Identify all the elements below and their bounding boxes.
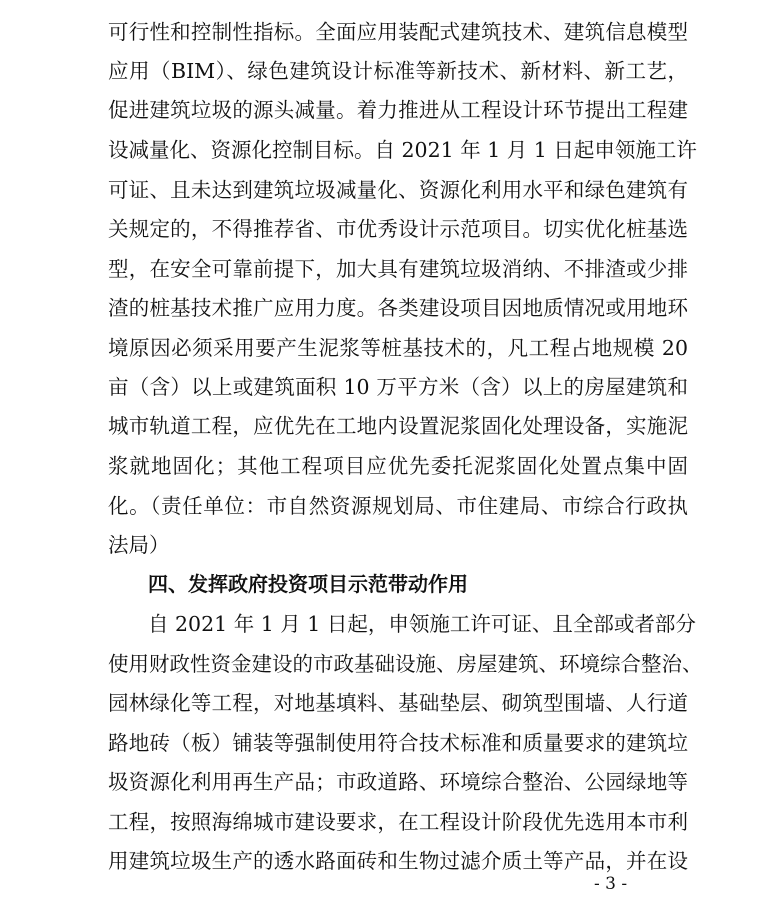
body-line-13: 化。（责任单位：市自然资源规划局、市住建局、市综合行政执 [108,494,688,518]
body-line-5: 可证、且未达到建筑垃圾减量化、资源化利用水平和绿色建筑有 [108,178,688,202]
body-line-8: 渣的桩基技术推广应用力度。各类建设项目因地质情况或用地环 [108,296,688,320]
section-line-3: 园林绿化等工程，对地基填料、基础垫层、砌筑型围墙、人行道 [108,691,688,715]
section-line-1: 自 2021 年 1 月 1 日起，申领施工许可证、且全部或者部分 [148,612,696,636]
page-number: - 3 - [594,874,628,894]
body-line-10: 亩（含）以上或建筑面积 10 万平方米（含）以上的房屋建筑和 [108,375,688,399]
body-line-1: 可行性和控制性指标。全面应用装配式建筑技术、建筑信息模型 [108,20,688,44]
body-line-4: 设减量化、资源化控制目标。自 2021 年 1 月 1 日起申领施工许 [108,138,697,162]
section-line-6: 工程，按照海绵城市建设要求，在工程设计阶段优先选用本市利 [108,810,688,834]
body-line-2: 应用（BIM）、绿色建筑设计标准等新技术、新材料、新工艺， [108,59,688,83]
body-line-9: 境原因必须采用要产生泥浆等桩基技术的，凡工程占地规模 20 [108,336,688,360]
section-line-5: 圾资源化利用再生产品；市政道路、环境综合整治、公园绿地等 [108,770,688,794]
section-line-4: 路地砖（板）铺装等强制使用符合技术标准和质量要求的建筑垃 [108,731,688,755]
section-line-7: 用建筑垃圾生产的透水路面砖和生物过滤介质土等产品，并在设 [108,849,688,873]
section-heading: 四、发挥政府投资项目示范带动作用 [148,572,468,596]
body-line-6: 关规定的，不得推荐省、市优秀设计示范项目。切实优化桩基选 [108,217,688,241]
body-line-11: 城市轨道工程，应优先在工地内设置泥浆固化处理设备，实施泥 [108,414,688,438]
section-line-2: 使用财政性资金建设的市政基础设施、房屋建筑、环境综合整治、 [108,652,703,676]
body-line-3: 促进建筑垃圾的源头减量。着力推进从工程设计环节提出工程建 [108,98,688,122]
body-line-12: 浆就地固化；其他工程项目应优先委托泥浆固化处置点集中固 [108,454,688,478]
body-line-14: 法局） [108,533,170,557]
body-line-7: 型，在安全可靠前提下，加大具有建筑垃圾消纳、不排渣或少排 [108,257,688,281]
